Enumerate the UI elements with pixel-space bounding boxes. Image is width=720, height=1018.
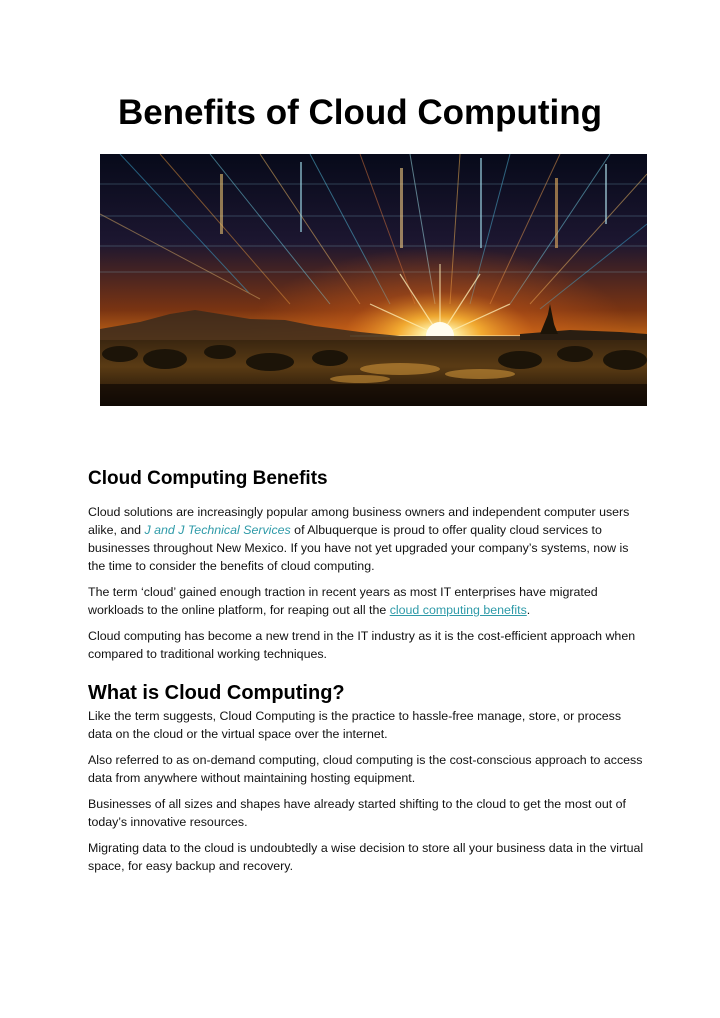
paragraph-text: The term ‘cloud’ gained enough traction in recent years as most IT enterprises have migrated workloads to the online platform, for reaping out all the	[88, 585, 598, 617]
paragraph-text: of Albuquerque is proud to offer quality cloud services to businesses throughout New Mexico. If you have not yet upgraded your company’s systems, now is the time to consider the benefits of cloud computing.	[88, 523, 629, 573]
paragraph-definition: Like the term suggests, Cloud Computing is the practice to hassle-free manage, store, or process data on the cloud or the virtual space over the internet.	[88, 709, 622, 741]
cloud-computing-benefits-link[interactable]: cloud computing benefits	[389, 603, 527, 617]
company-name: J and J Technical Services	[144, 523, 291, 537]
hero-image-sunset-digital-grid	[100, 154, 647, 406]
paragraph-cloud-term	[88, 583, 648, 619]
paragraph-text: .	[526, 603, 531, 617]
paragraph-text: Cloud solutions are increasingly popular among business owners and independent computer users alike, and	[88, 505, 630, 537]
article-body	[88, 464, 648, 883]
paragraph-migrating: Migrating data to the cloud is undoubtedly a wise decision to store all your business data in the virtual space, for easy backup and recovery.	[88, 841, 644, 873]
page-title: Benefits of Cloud Computing	[117, 93, 603, 132]
paragraph-trend: Cloud computing has become a new trend in the IT industry as it is the cost-efficient approach when compared to traditional working techniques.	[88, 629, 636, 661]
paragraph-benefits-intro	[88, 503, 648, 575]
paragraph-on-demand: Also referred to as on-demand computing, cloud computing is the cost-conscious approach to access data from anywhere without maintaining hosting equipment.	[88, 753, 643, 785]
paragraph-businesses: Businesses of all sizes and shapes have already started shifting to the cloud to get the most out of today’s innovative resources.	[88, 797, 626, 829]
hero-illustration	[100, 154, 647, 406]
section-heading-what-is: What is Cloud Computing?	[88, 682, 345, 704]
section-heading-benefits: Cloud Computing Benefits	[88, 468, 328, 489]
